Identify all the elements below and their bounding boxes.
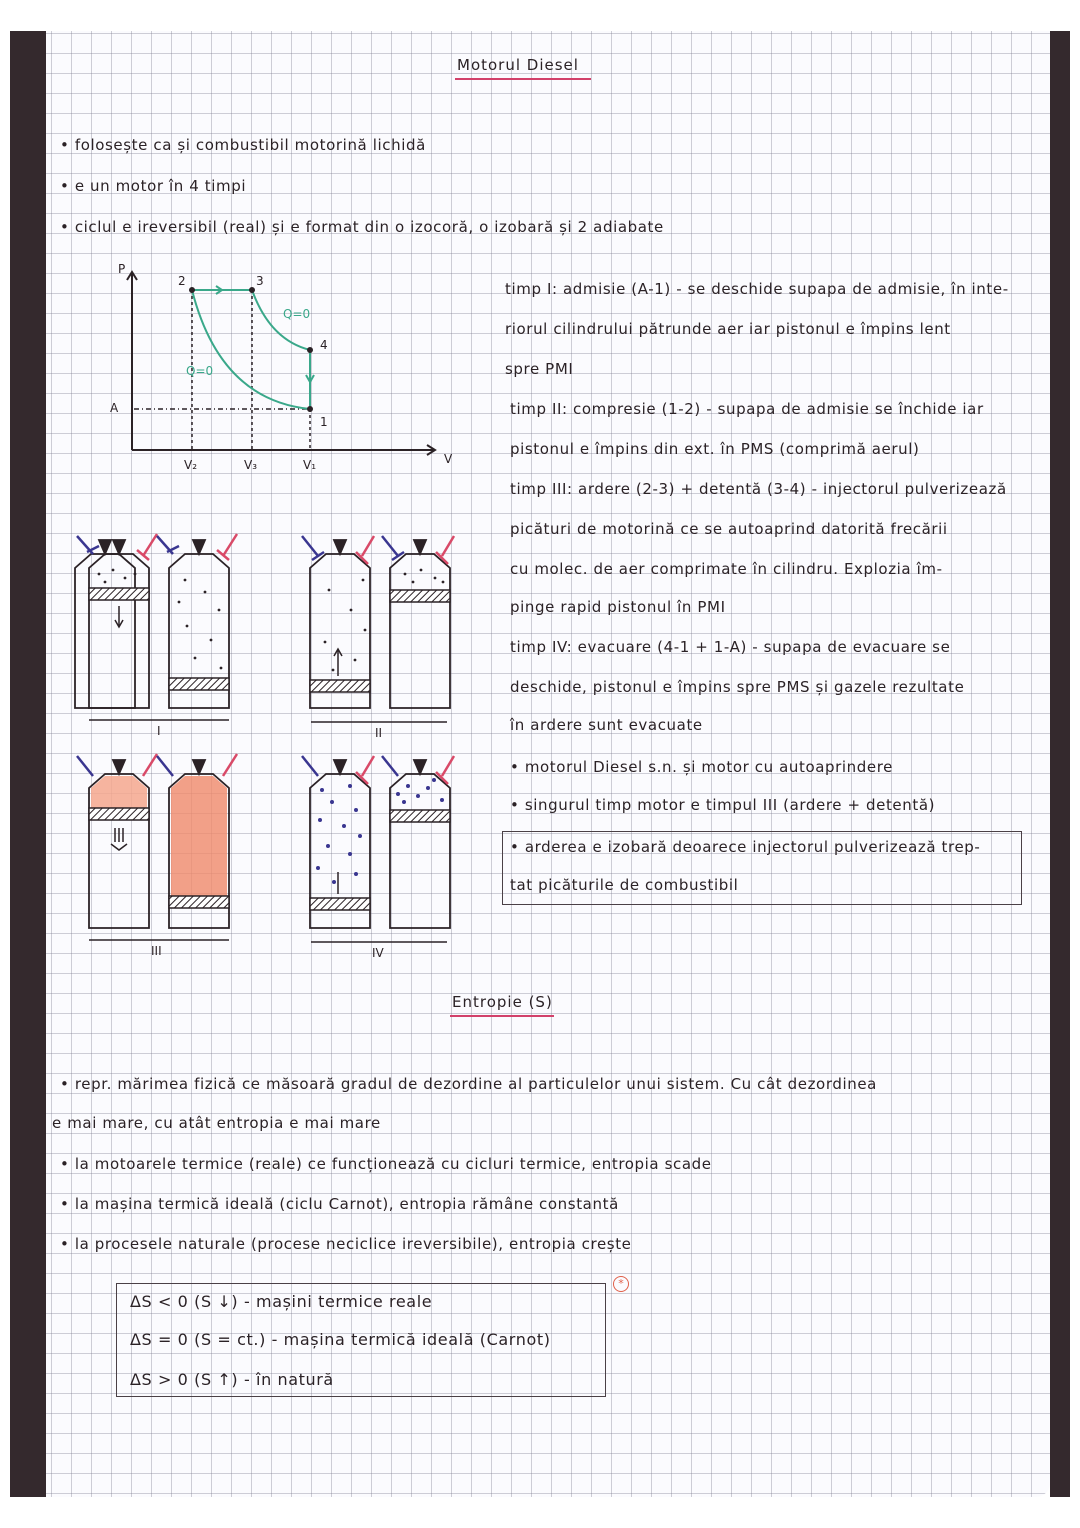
boxed-note-line-1: • arderea e izobară deoarece injectorul pulverizează trep- — [510, 838, 981, 856]
point-3-label: 3 — [256, 274, 264, 288]
stroke-label-i: I — [157, 724, 161, 738]
diesel-note-1: • motorul Diesel s.n. și motor cu autoaprindere — [510, 758, 894, 776]
stroke-text-line: în ardere sunt evacuate — [510, 716, 703, 734]
entropy-bullet-2: • la mașina termică ideală (ciclu Carnot), entropia rămâne constantă — [60, 1195, 619, 1213]
stroke-text-line: riorul cilindrului pătrunde aer iar pistonul e împins lent — [505, 320, 951, 338]
entropy-definition-line-2: e mai mare, cu atât entropia e mai mare — [52, 1114, 381, 1132]
stroke-text-line: pistonul e împins din ext. în PMS (comprimă aerul) — [510, 440, 920, 458]
v1-tick-label: V₁ — [303, 458, 317, 472]
pv-diagram-graphic — [90, 260, 470, 480]
stroke-text-line: cu molec. de aer comprimate în cilindru. Explozia îm- — [510, 560, 943, 578]
entropy-summary-line-1: ΔS < 0 (S ↓) - mașini termice reale — [130, 1292, 433, 1311]
entropy-title-underline — [450, 1015, 554, 1017]
diesel-bullet-1: • folosește ca și combustibil motorină lichidă — [60, 136, 426, 154]
entropy-definition-line-1: • repr. mărimea fizică ce măsoară gradul de dezordine al particulelor unui sistem. Cu cât dezordinea — [60, 1075, 877, 1093]
point-1-label: 1 — [320, 415, 328, 429]
entropy-title: Entropie (S) — [452, 993, 553, 1011]
pv-diagram — [90, 260, 470, 480]
stroke-label-iv: IV — [372, 946, 384, 960]
page-binding-right — [1050, 31, 1070, 1497]
diesel-title-underline — [455, 78, 591, 80]
diesel-note-2: • singurul timp motor e timpul III (ardere + detentă) — [510, 796, 936, 814]
point-2-label: 2 — [178, 274, 186, 288]
asterisk-marker-icon: * — [613, 1276, 629, 1292]
stroke-label-ii: II — [375, 726, 383, 740]
diesel-bullet-3: • ciclul e ireversibil (real) și e format din o izocoră, o izobară și 2 adiabate — [60, 218, 664, 236]
stroke-text-line: timp IV: evacuare (4-1 + 1-A) - supapa de evacuare se — [510, 638, 951, 656]
entropy-bullet-1: • la motoarele termice (reale) ce funcționează cu cicluri termice, entropia scade — [60, 1155, 712, 1173]
adiabat-bottom-label: Q=0 — [186, 364, 214, 378]
engine-strokes-figure — [75, 530, 465, 970]
diesel-bullet-2: • e un motor în 4 timpi — [60, 177, 247, 195]
p-axis-label: P — [118, 262, 126, 276]
stroke-text-line: timp II: compresie (1-2) - supapa de admisie se închide iar — [510, 400, 984, 418]
stroke-text-line: spre PMI — [505, 360, 574, 378]
stroke-text-line: picături de motorină ce se autoaprind datorită frecării — [510, 520, 948, 538]
point-a-label: A — [110, 401, 119, 415]
stroke-text-line: pinge rapid pistonul în PMI — [510, 598, 726, 616]
stroke-label-iii: III — [151, 944, 162, 958]
diesel-title: Motorul Diesel — [457, 56, 579, 74]
page-binding-left — [10, 31, 46, 1497]
v-axis-label: V — [444, 452, 453, 466]
entropy-summary-line-3: ΔS > 0 (S ↑) - în natură — [130, 1370, 334, 1389]
adiabat-top-label: Q=0 — [283, 307, 311, 321]
stroke-text-line: deschide, pistonul e împins spre PMS și gazele rezultate — [510, 678, 965, 696]
stroke-text-line: timp III: ardere (2-3) + detentă (3-4) - injectorul pulverizează — [510, 480, 1007, 498]
engine-cylinders-graphic — [75, 530, 465, 970]
entropy-summary-line-2: ΔS = 0 (S = ct.) - mașina termică ideală (Carnot) — [130, 1330, 551, 1349]
stroke-text-line: timp I: admisie (A-1) - se deschide supapa de admisie, în inte- — [505, 280, 1009, 298]
point-4-label: 4 — [320, 338, 328, 352]
entropy-bullet-3: • la procesele naturale (procese neciclice ireversibile), entropia crește — [60, 1235, 632, 1253]
v3-tick-label: V₃ — [244, 458, 258, 472]
v2-tick-label: V₂ — [184, 458, 198, 472]
boxed-note-line-2: tat picăturile de combustibil — [510, 876, 739, 894]
